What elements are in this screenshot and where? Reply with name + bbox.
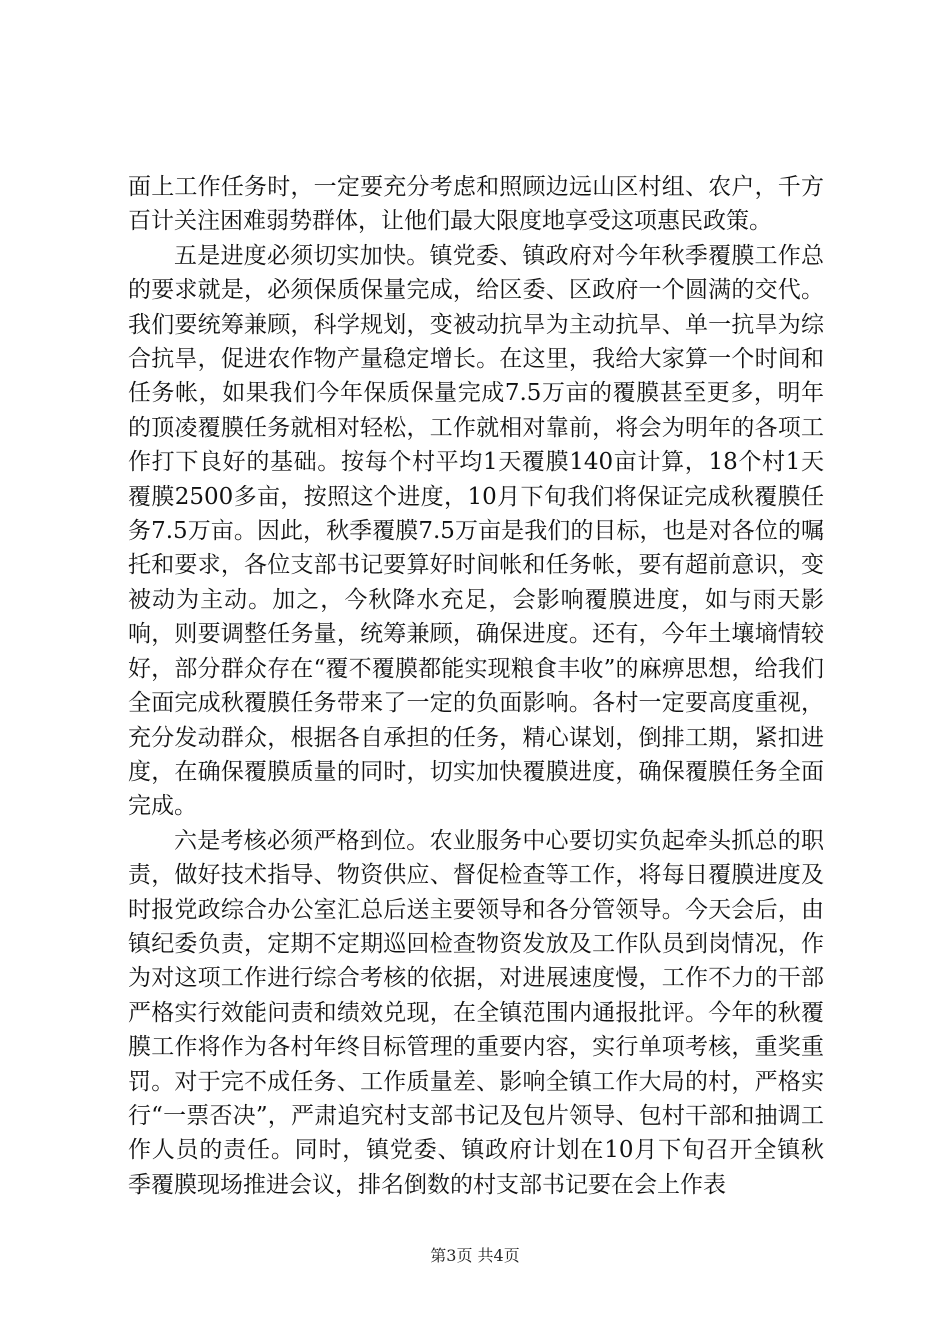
page-number-footer: 第3页 共4页 bbox=[430, 1246, 520, 1265]
document-body bbox=[128, 170, 824, 1202]
paragraph-continuation: 面上工作任务时，一定要充分考虑和照顾边远山区村组、农户，千方百计关注困难弱势群体，让他们最大限度地享受这项惠民政策。 bbox=[128, 174, 824, 235]
paragraph-item-six-assessment: 六是考核必须严格到位。农业服务中心要切实负起牵头抓总的职责，做好技术指导、物资供应、督促检查等工作，将每日覆膜进度及时报党政综合办公室汇总后送主要领导和各分管领导。今天会后，由镇纪委负责，定期不定期巡回检查物资发放及工作队员到岗情况，作为对这项工作进行综合考核的依据，对进展速度慢，工作不力的干部严格实行效能问责和绩效兑现，在全镇范围内通报批评。今年的秋覆膜工作将作为各村年终目标管理的重要内容，实行单项考核，重奖重罚。对于完不成任务、工作质量差、影响全镇工作大局的村，严格实行“一票否决”，严肃追究村支部书记及包片领导、包村干部和抽调工作人员的责任。同时，镇党委、镇政府计划在10月下旬召开全镇秋季覆膜现场推进会议，排名倒数的村支部书记要在会上作表 bbox=[128, 827, 824, 1198]
paragraph-item-five-progress: 五是进度必须切实加快。镇党委、镇政府对今年秋季覆膜工作总的要求就是，必须保质保量完成，给区委、区政府一个圆满的交代。我们要统筹兼顾，科学规划，变被动抗旱为主动抗旱、单一抗旱为综合抗旱，促进农作物产量稳定增长。在这里，我给大家算一个时间和任务帐，如果我们今年保质保量完成7.5万亩的覆膜甚至更多，明年的顶凌覆膜任务就相对轻松，工作就相对靠前，将会为明年的各项工作打下良好的基础。按每个村平均1天覆膜140亩计算，18个村1天覆膜2500多亩，按照这个进度，10月下旬我们将保证完成秋覆膜任务7.5万亩。因此，秋季覆膜7.5万亩是我们的目标，也是对各位的嘱托和要求，各位支部书记要算好时间帐和任务帐，要有超前意识，变被动为主动。加之，今秋降水充足，会影响覆膜进度，如与雨天影响，则要调整任务量，统筹兼顾，确保进度。还有，今年土壤墒情较好，部分群众存在“覆不覆膜都能实现粮食丰收”的麻痹思想，给我们全面完成秋覆膜任务带来了一定的负面影响。各村一定要高度重视，充分发动群众，根据各自承担的任务，精心谋划，倒排工期，紧扣进度，在确保覆膜质量的同时，切实加快覆膜进度，确保覆膜任务全面完成。 bbox=[128, 242, 824, 820]
